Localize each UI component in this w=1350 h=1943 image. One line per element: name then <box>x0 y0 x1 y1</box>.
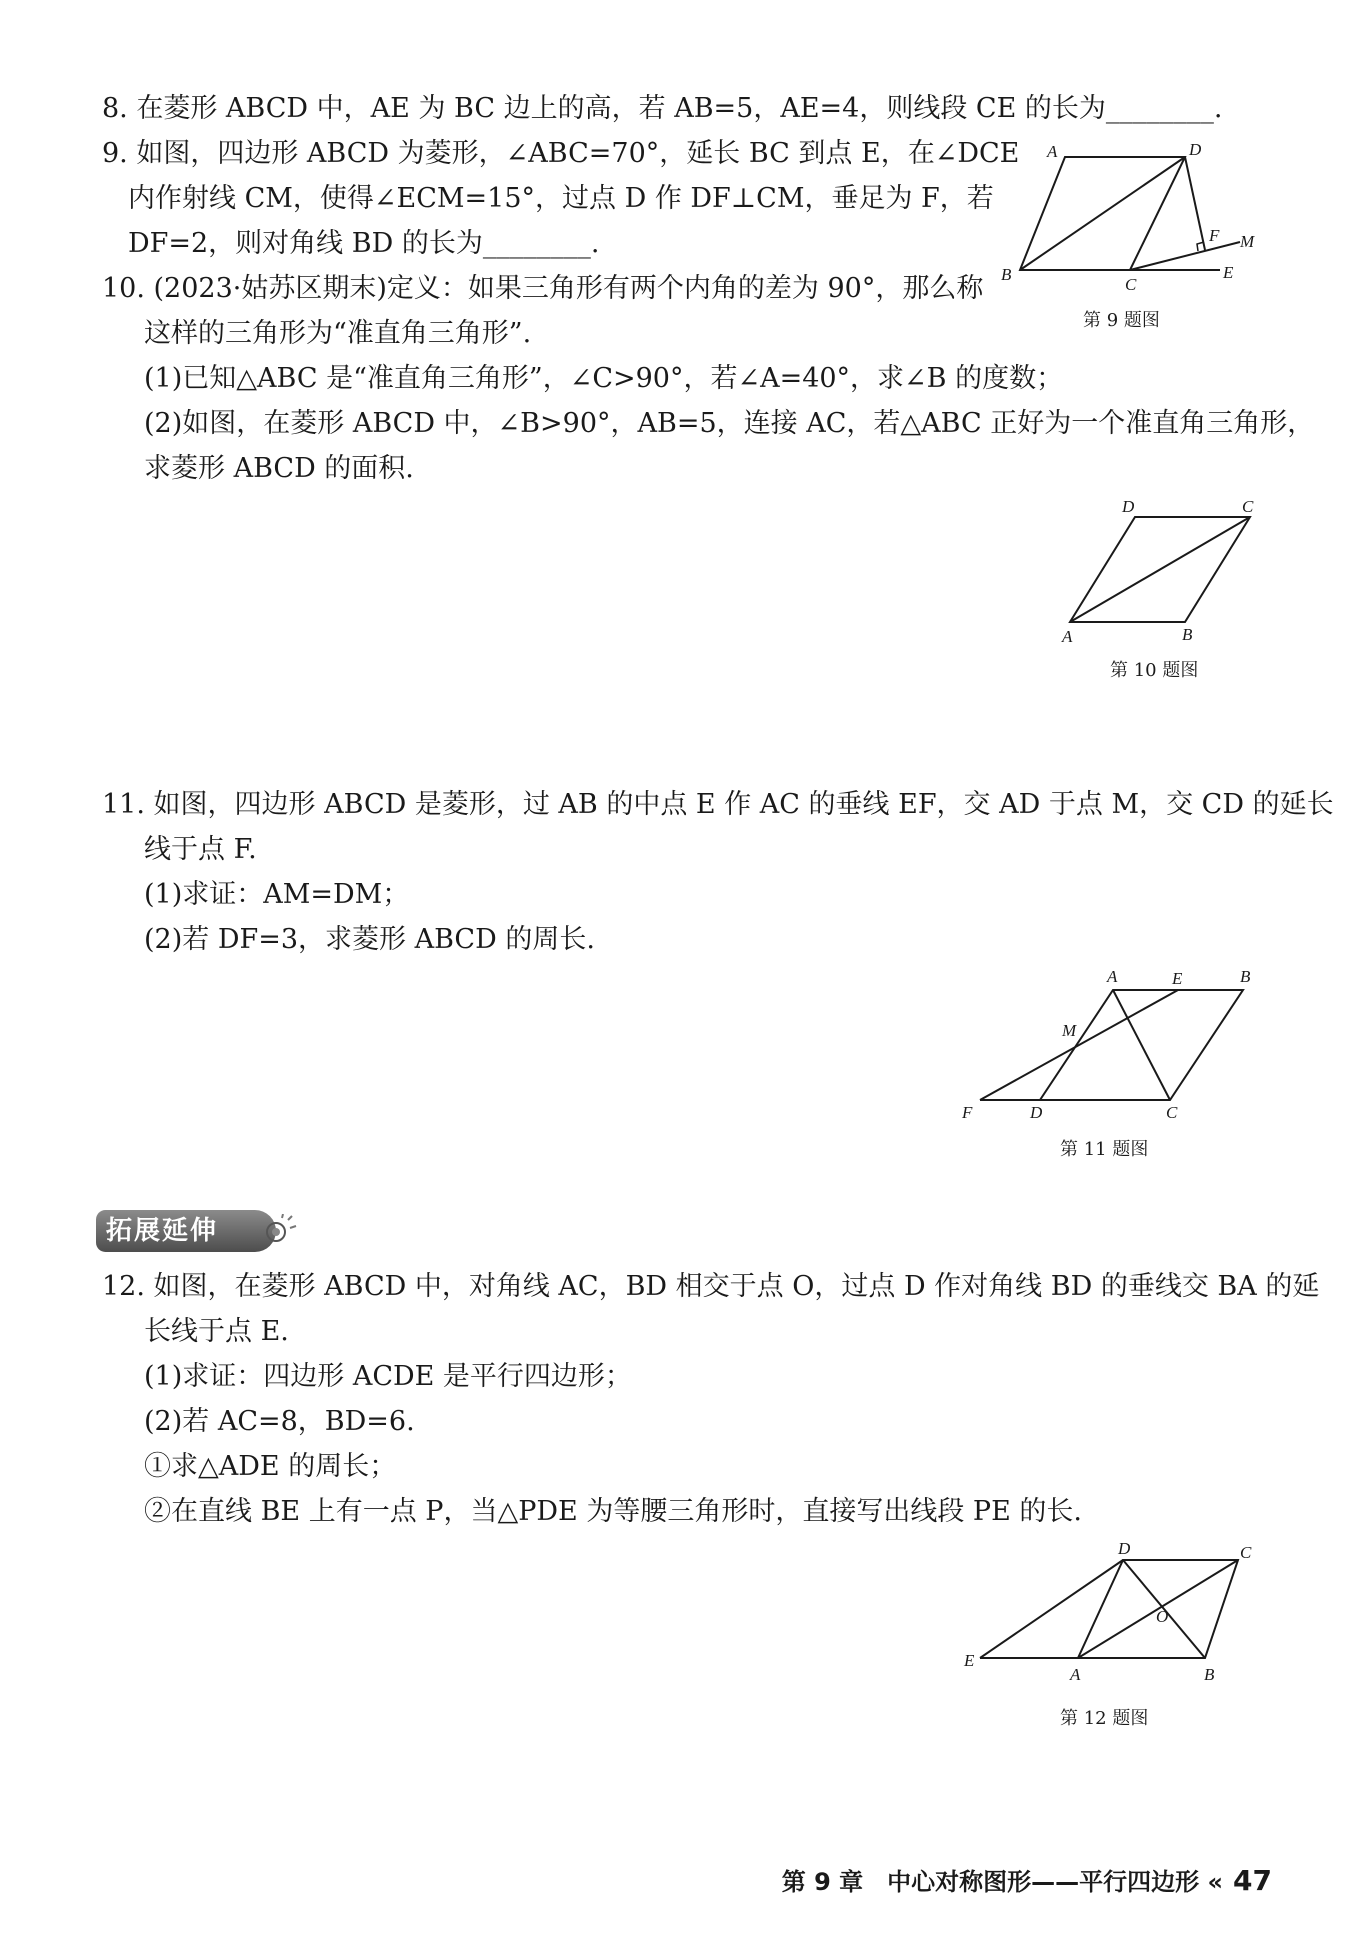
fig11-label-c: C <box>1166 1103 1178 1122</box>
fig9-perpendicular-df <box>1185 157 1205 250</box>
fig9-label-c: C <box>1125 275 1137 294</box>
page-number: 47 <box>1233 1864 1272 1897</box>
q10-line1: 10. (2023·姑苏区期末)定义：如果三角形有两个内角的差为 90°，那么称 <box>102 273 984 304</box>
q12-line2: 长线于点 E. <box>144 1316 289 1347</box>
fig12-label-d: D <box>1118 1539 1131 1558</box>
figure-11 <box>950 960 1270 1134</box>
fig12-label-e: E <box>964 1651 975 1670</box>
fig9-label-b: B <box>1001 265 1012 284</box>
fig10-label-a: A <box>1062 627 1073 646</box>
q8-line1: 8. 在菱形 ABCD 中，AE 为 BC 边上的高，若 AB=5，AE=4，则线段 CE 的长为________. <box>102 93 1223 124</box>
section-banner-extension: 拓展延伸 <box>96 1210 276 1252</box>
fig11-label-e: E <box>1172 969 1183 988</box>
q11-line1: 11. 如图，四边形 ABCD 是菱形，过 AB 的中点 E 作 AC 的垂线 EF，交 AD 于点 M，交 CD 的延长 <box>102 789 1334 820</box>
fig12-label-b: B <box>1204 1665 1215 1684</box>
page-footer <box>782 1862 1272 1897</box>
fig10-label-b: B <box>1182 625 1193 644</box>
q9-line2: 内作射线 CM，使得∠ECM=15°，过点 D 作 DF⊥CM，垂足为 F，若 <box>128 183 994 214</box>
fig11-label-m: M <box>1062 1021 1077 1040</box>
q9-line1: 9. 如图，四边形 ABCD 为菱形，∠ABC=70°，延长 BC 到点 E，在∠DCE <box>102 138 1020 169</box>
q12-sub1: ①求△ADE 的周长； <box>144 1451 397 1482</box>
q10-part2b: 求菱形 ABCD 的面积. <box>144 453 414 484</box>
q11-line2: 线于点 F. <box>144 834 257 865</box>
fig11-label-f: F <box>962 1103 973 1122</box>
fig9-diagonal-bd <box>1020 157 1185 270</box>
fig10-label-d: D <box>1122 497 1135 516</box>
figure-11-caption: 第 11 题图 <box>1060 1139 1149 1160</box>
fig9-label-m: M <box>1240 232 1255 251</box>
q11-part1: (1)求证：AM=DM； <box>144 879 410 910</box>
fig9-label-e: E <box>1223 263 1234 282</box>
fig11-label-d: D <box>1030 1103 1043 1122</box>
fig11-line-ef <box>980 990 1178 1100</box>
q9-line3: DF=2，则对角线 BD 的长为________. <box>128 228 600 259</box>
q12-part2: (2)若 AC=8，BD=6. <box>144 1406 415 1437</box>
figure-12 <box>950 1530 1270 1704</box>
q10-part2a: (2)如图，在菱形 ABCD 中，∠B>90°，AB=5，连接 AC，若△ABC 正好为一个准直角三角形， <box>144 408 1315 439</box>
fig11-label-a: A <box>1107 967 1118 986</box>
figure-10-caption: 第 10 题图 <box>1110 660 1199 681</box>
fig12-label-o: O <box>1156 1607 1169 1626</box>
fig9-label-f: F <box>1209 226 1220 245</box>
fig12-label-c: C <box>1240 1543 1252 1562</box>
figure-9-caption: 第 9 题图 <box>1083 310 1160 331</box>
lightbulb-icon <box>262 1214 298 1252</box>
fig10-label-c: C <box>1242 497 1254 516</box>
fig11-diagonal-ac <box>1113 990 1170 1100</box>
fig9-label-a: A <box>1047 142 1058 161</box>
footer-chapter: 第 9 章 中心对称图形——平行四边形 « <box>781 1868 1224 1896</box>
figure-12-caption: 第 12 题图 <box>1060 1708 1149 1729</box>
q11-part2: (2)若 DF=3，求菱形 ABCD 的周长. <box>144 924 595 955</box>
q12-sub2: ②在直线 BE 上有一点 P，当△PDE 为等腰三角形时，直接写出线段 PE 的长. <box>144 1496 1082 1527</box>
q12-line1: 12. 如图，在菱形 ABCD 中，对角线 AC，BD 相交于点 O，过点 D 作对角线 BD 的垂线交 BA 的延 <box>102 1271 1320 1302</box>
q12-part1: (1)求证：四边形 ACDE 是平行四边形； <box>144 1361 632 1392</box>
fig12-label-a: A <box>1070 1665 1081 1684</box>
q10-part1: (1)已知△ABC 是“准直角三角形”，∠C>90°，若∠A=40°，求∠B 的度数； <box>144 363 1064 394</box>
fig10-diagonal-ac <box>1070 517 1250 622</box>
fig9-label-d: D <box>1189 140 1202 159</box>
fig11-label-b: B <box>1240 967 1251 986</box>
q10-line2: 这样的三角形为“准直角三角形”. <box>144 318 532 349</box>
figure-10 <box>1050 492 1270 656</box>
